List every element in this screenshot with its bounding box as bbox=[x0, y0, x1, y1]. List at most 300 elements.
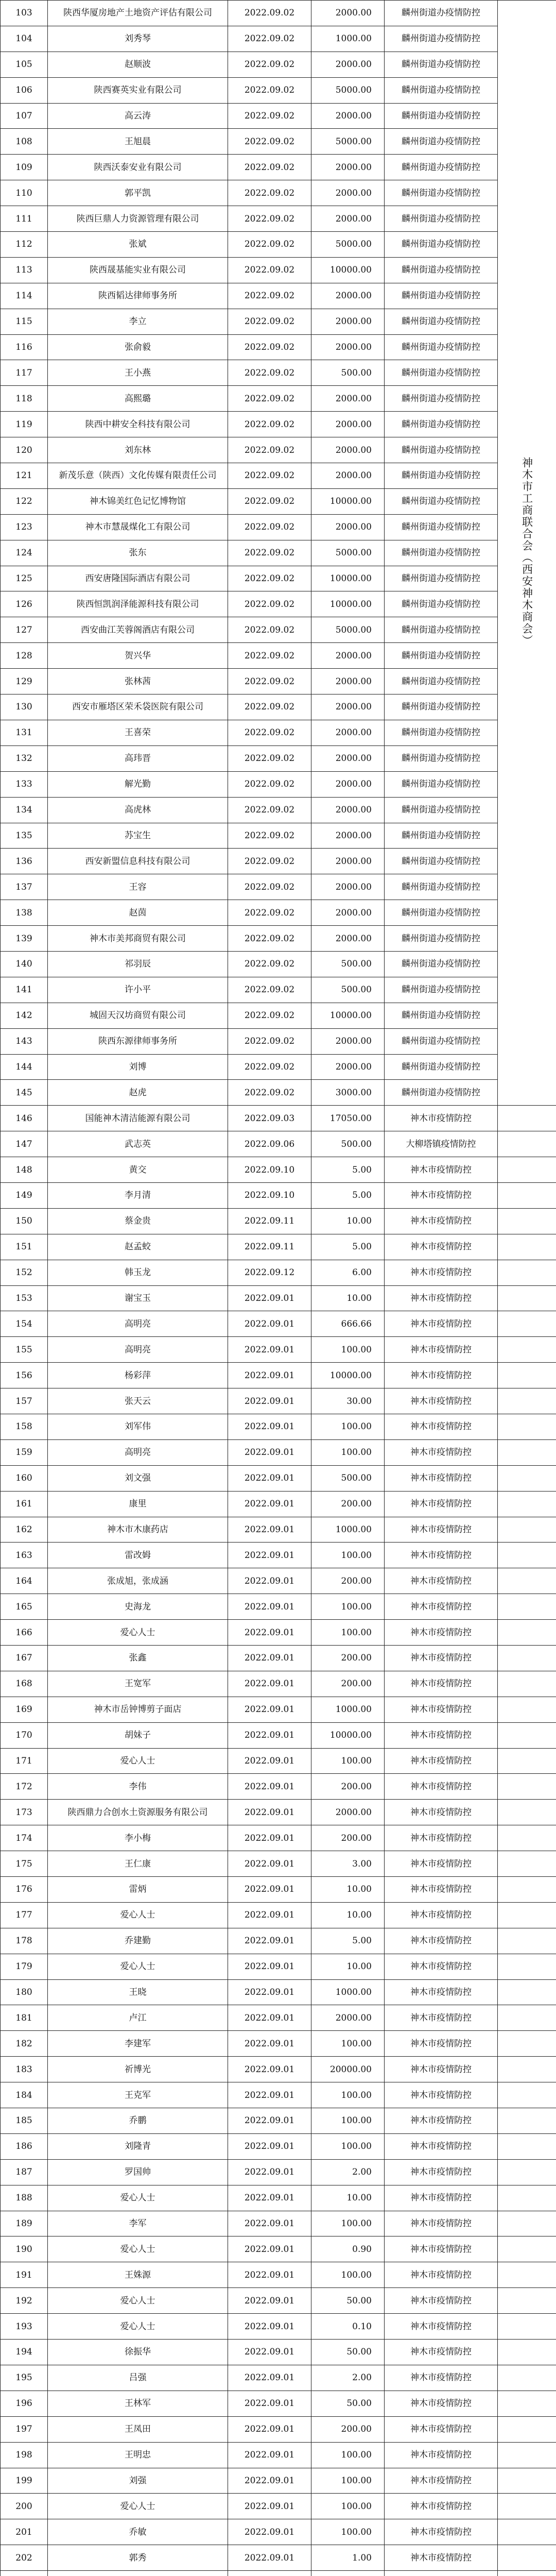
organizer-cell bbox=[498, 1465, 556, 1491]
recipient-cell: 神木市疫情防控 bbox=[385, 2185, 498, 2211]
row-number-cell: 162 bbox=[1, 1517, 48, 1543]
donation-amount-cell: 100.00 bbox=[311, 2031, 385, 2057]
row-number-cell: 177 bbox=[1, 1902, 48, 1928]
donation-date-cell: 2022.09.02 bbox=[228, 386, 311, 412]
recipient-cell: 麟州街道办疫情防控 bbox=[385, 771, 498, 797]
donor-name-cell: 赵孟蛟 bbox=[48, 1234, 228, 1260]
organizer-cell bbox=[498, 1414, 556, 1439]
donor-name-cell: 徐振华 bbox=[48, 2340, 228, 2365]
recipient-cell: 麟州街道办疫情防控 bbox=[385, 591, 498, 617]
row-number-cell: 121 bbox=[1, 463, 48, 489]
donation-amount-cell: 200.00 bbox=[311, 1491, 385, 1517]
recipient-cell: 神木市疫情防控 bbox=[385, 2365, 498, 2391]
donation-amount-cell: 500.00 bbox=[311, 1465, 385, 1491]
table-row bbox=[1, 1851, 556, 1877]
donor-name-cell: 郭平凯 bbox=[48, 180, 228, 206]
donation-amount-cell: 5.00 bbox=[311, 1182, 385, 1208]
organizer-cell bbox=[498, 1260, 556, 1285]
donation-date-cell: 2022.09.06 bbox=[228, 1131, 311, 1157]
table-row bbox=[1, 1748, 556, 1774]
donation-amount-cell: 100.00 bbox=[311, 2211, 385, 2236]
donation-date-cell bbox=[228, 2571, 311, 2576]
organizer-cell bbox=[498, 2262, 556, 2288]
donation-amount-cell: 100.00 bbox=[311, 1439, 385, 1465]
donor-name-cell: 赵顺波 bbox=[48, 52, 228, 77]
donation-amount-cell: 20000.00 bbox=[311, 2057, 385, 2082]
donation-amount-cell: 2000.00 bbox=[311, 180, 385, 206]
donor-name-cell: 神木市慧晟煤化工有限公司 bbox=[48, 514, 228, 540]
donation-amount-cell: 2000.00 bbox=[311, 463, 385, 489]
donor-name-cell: 陕西沃泰安业有限公司 bbox=[48, 155, 228, 180]
row-number-cell: 146 bbox=[1, 1106, 48, 1131]
donation-amount-cell: 500.00 bbox=[311, 977, 385, 1003]
donor-name-cell: 杨彩萍 bbox=[48, 1363, 228, 1388]
table-row bbox=[1, 155, 556, 180]
donor-name-cell bbox=[48, 2571, 228, 2576]
recipient-cell: 神木市疫情防控 bbox=[385, 2519, 498, 2545]
recipient-cell: 神木市疫情防控 bbox=[385, 1697, 498, 1722]
donor-name-cell: 许小平 bbox=[48, 977, 228, 1003]
recipient-cell: 神木市疫情防控 bbox=[385, 1671, 498, 1697]
donation-table-body bbox=[1, 1, 556, 2576]
donation-amount-cell: 100.00 bbox=[311, 2519, 385, 2545]
donation-date-cell: 2022.09.01 bbox=[228, 1671, 311, 1697]
donor-name-cell: 李月清 bbox=[48, 1182, 228, 1208]
table-row bbox=[1, 900, 556, 926]
recipient-cell: 神木市疫情防控 bbox=[385, 1414, 498, 1439]
recipient-cell: 神木市疫情防控 bbox=[385, 2288, 498, 2314]
row-number-cell: 111 bbox=[1, 206, 48, 232]
row-number-cell: 172 bbox=[1, 1774, 48, 1800]
donor-name-cell: 乔鹏 bbox=[48, 2108, 228, 2134]
table-row bbox=[1, 849, 556, 874]
recipient-cell: 神木市疫情防控 bbox=[385, 1106, 498, 1131]
organizer-cell bbox=[498, 1671, 556, 1697]
table-row bbox=[1, 1594, 556, 1620]
donation-date-cell: 2022.09.02 bbox=[228, 1054, 311, 1080]
recipient-cell: 麟州街道办疫情防控 bbox=[385, 283, 498, 309]
table-row bbox=[1, 514, 556, 540]
donation-date-cell: 2022.09.01 bbox=[228, 2391, 311, 2416]
donation-date-cell: 2022.09.02 bbox=[228, 514, 311, 540]
recipient-cell: 麟州街道办疫情防控 bbox=[385, 797, 498, 823]
row-number-cell: 152 bbox=[1, 1260, 48, 1285]
recipient-cell bbox=[385, 2571, 498, 2576]
table-row bbox=[1, 874, 556, 900]
row-number-cell: 181 bbox=[1, 2005, 48, 2031]
donor-name-cell: 神木市美邦商贸有限公司 bbox=[48, 926, 228, 952]
donor-name-cell: 爱心人士 bbox=[48, 2185, 228, 2211]
donation-amount-cell: 50.00 bbox=[311, 2391, 385, 2416]
donor-name-cell: 爱心人士 bbox=[48, 2314, 228, 2340]
donation-amount-cell: 5000.00 bbox=[311, 617, 385, 643]
table-row bbox=[1, 2314, 556, 2340]
donation-date-cell: 2022.09.01 bbox=[228, 1851, 311, 1877]
donation-date-cell: 2022.09.01 bbox=[228, 1902, 311, 1928]
donation-amount-cell: 10.00 bbox=[311, 1208, 385, 1234]
donation-amount-cell: 1000.00 bbox=[311, 26, 385, 52]
organizer-cell bbox=[498, 1285, 556, 1311]
donation-date-cell: 2022.09.02 bbox=[228, 437, 311, 463]
recipient-cell: 麟州街道办疫情防控 bbox=[385, 257, 498, 283]
table-row bbox=[1, 669, 556, 694]
table-row bbox=[1, 2159, 556, 2185]
donation-amount-cell: 100.00 bbox=[311, 2442, 385, 2468]
donor-name-cell: 刘文强 bbox=[48, 1465, 228, 1491]
recipient-cell: 神木市疫情防控 bbox=[385, 1517, 498, 1543]
donation-amount-cell: 5.00 bbox=[311, 1234, 385, 1260]
donor-name-cell: 王凤田 bbox=[48, 2416, 228, 2442]
donation-date-cell: 2022.09.01 bbox=[228, 1800, 311, 1825]
donation-date-cell: 2022.09.02 bbox=[228, 360, 311, 386]
donation-date-cell: 2022.09.02 bbox=[228, 129, 311, 155]
row-number-cell: 166 bbox=[1, 1620, 48, 1646]
recipient-cell: 神木市疫情防控 bbox=[385, 1568, 498, 1594]
recipient-cell: 麟州街道办疫情防控 bbox=[385, 129, 498, 155]
row-number-cell: 168 bbox=[1, 1671, 48, 1697]
donation-date-cell: 2022.09.01 bbox=[228, 1363, 311, 1388]
donor-name-cell: 吕强 bbox=[48, 2365, 228, 2391]
table-row bbox=[1, 2340, 556, 2365]
table-row bbox=[1, 1157, 556, 1183]
organizer-cell bbox=[498, 2442, 556, 2468]
donation-date-cell: 2022.09.01 bbox=[228, 2082, 311, 2108]
table-row bbox=[1, 1928, 556, 1954]
row-number-cell: 185 bbox=[1, 2108, 48, 2134]
donor-name-cell: 李立 bbox=[48, 309, 228, 334]
recipient-cell: 神木市疫情防控 bbox=[385, 1825, 498, 1851]
table-row bbox=[1, 694, 556, 720]
donor-name-cell: 西安市雁塔区荣禾袋医院有限公司 bbox=[48, 694, 228, 720]
row-number-cell: 105 bbox=[1, 52, 48, 77]
donation-date-cell: 2022.09.01 bbox=[228, 1748, 311, 1774]
table-row bbox=[1, 1902, 556, 1928]
donation-amount-cell: 2000.00 bbox=[311, 334, 385, 360]
donation-amount-cell: 100.00 bbox=[311, 1620, 385, 1646]
donor-name-cell: 陕西华厦房地产土地资产评估有限公司 bbox=[48, 1, 228, 26]
donation-date-cell: 2022.09.01 bbox=[228, 2519, 311, 2545]
donation-date-cell: 2022.09.01 bbox=[228, 2057, 311, 2082]
recipient-cell: 麟州街道办疫情防控 bbox=[385, 745, 498, 771]
row-number-cell: 106 bbox=[1, 77, 48, 103]
donation-date-cell: 2022.09.01 bbox=[228, 2159, 311, 2185]
donation-date-cell: 2022.09.02 bbox=[228, 334, 311, 360]
donation-amount-cell: 10000.00 bbox=[311, 488, 385, 514]
donor-name-cell: 陕西赛英实业有限公司 bbox=[48, 77, 228, 103]
donor-name-cell: 苏宝生 bbox=[48, 823, 228, 849]
organizer-cell bbox=[498, 1851, 556, 1877]
recipient-cell: 麟州街道办疫情防控 bbox=[385, 155, 498, 180]
table-row bbox=[1, 1106, 556, 1131]
donation-date-cell: 2022.09.02 bbox=[228, 694, 311, 720]
donation-amount-cell: 2000.00 bbox=[311, 412, 385, 437]
organizer-cell bbox=[498, 1388, 556, 1414]
table-row bbox=[1, 2185, 556, 2211]
donor-name-cell: 爱心人士 bbox=[48, 1954, 228, 1979]
donation-amount-cell: 10000.00 bbox=[311, 1363, 385, 1388]
row-number-cell: 113 bbox=[1, 257, 48, 283]
donation-amount-cell: 2000.00 bbox=[311, 720, 385, 745]
recipient-cell: 神木市疫情防控 bbox=[385, 1388, 498, 1414]
recipient-cell: 神木市疫情防控 bbox=[385, 1928, 498, 1954]
donation-date-cell: 2022.09.02 bbox=[228, 849, 311, 874]
organizer-cell bbox=[498, 2519, 556, 2545]
row-number-cell: 200 bbox=[1, 2494, 48, 2519]
table-row bbox=[1, 2262, 556, 2288]
donation-amount-cell: 5.00 bbox=[311, 1157, 385, 1183]
recipient-cell: 麟州街道办疫情防控 bbox=[385, 52, 498, 77]
row-number-cell: 169 bbox=[1, 1697, 48, 1722]
donation-amount-cell: 200.00 bbox=[311, 1825, 385, 1851]
row-number-cell: 190 bbox=[1, 2236, 48, 2262]
row-number-cell: 137 bbox=[1, 874, 48, 900]
organizer-group-cell bbox=[498, 1, 556, 1106]
recipient-cell: 麟州街道办疫情防控 bbox=[385, 849, 498, 874]
recipient-cell: 麟州街道办疫情防控 bbox=[385, 900, 498, 926]
donation-amount-cell: 200.00 bbox=[311, 1774, 385, 1800]
table-row bbox=[1, 951, 556, 977]
recipient-cell: 神木市疫情防控 bbox=[385, 1620, 498, 1646]
donation-amount-cell: 10.00 bbox=[311, 2185, 385, 2211]
table-row bbox=[1, 488, 556, 514]
recipient-cell: 麟州街道办疫情防控 bbox=[385, 386, 498, 412]
recipient-cell: 麟州街道办疫情防控 bbox=[385, 977, 498, 1003]
organizer-cell bbox=[498, 1928, 556, 1954]
donor-name-cell: 张鑫 bbox=[48, 1646, 228, 1671]
organizer-cell bbox=[498, 2545, 556, 2571]
donation-date-cell: 2022.09.02 bbox=[228, 745, 311, 771]
donor-name-cell: 刘隆青 bbox=[48, 2133, 228, 2159]
donor-name-cell: 爱心人士 bbox=[48, 2236, 228, 2262]
table-row bbox=[1, 412, 556, 437]
row-number-cell: 155 bbox=[1, 1337, 48, 1363]
donation-amount-cell: 500.00 bbox=[311, 951, 385, 977]
recipient-cell: 麟州街道办疫情防控 bbox=[385, 720, 498, 745]
donation-date-cell: 2022.09.02 bbox=[228, 1080, 311, 1106]
donation-date-cell: 2022.09.02 bbox=[228, 977, 311, 1003]
recipient-cell: 神木市疫情防控 bbox=[385, 2057, 498, 2082]
donation-date-cell: 2022.09.01 bbox=[228, 1517, 311, 1543]
donor-name-cell: 高明亮 bbox=[48, 1337, 228, 1363]
table-row bbox=[1, 1028, 556, 1054]
donation-date-cell: 2022.09.02 bbox=[228, 617, 311, 643]
recipient-cell: 神木市疫情防控 bbox=[385, 2262, 498, 2288]
donation-date-cell: 2022.09.02 bbox=[228, 463, 311, 489]
table-row bbox=[1, 2416, 556, 2442]
donation-amount-cell: 3.00 bbox=[311, 1851, 385, 1877]
table-row bbox=[1, 2545, 556, 2571]
donation-amount-cell: 50.00 bbox=[311, 2340, 385, 2365]
organizer-cell bbox=[498, 1877, 556, 1903]
table-row bbox=[1, 2519, 556, 2545]
table-row bbox=[1, 1208, 556, 1234]
table-row bbox=[1, 1646, 556, 1671]
recipient-cell: 麟州街道办疫情防控 bbox=[385, 334, 498, 360]
donation-date-cell: 2022.09.01 bbox=[228, 2494, 311, 2519]
donation-date-cell: 2022.09.02 bbox=[228, 257, 311, 283]
row-number-cell: 184 bbox=[1, 2082, 48, 2108]
table-row bbox=[1, 2236, 556, 2262]
donor-name-cell: 西安曲江芙蓉阁酒店有限公司 bbox=[48, 617, 228, 643]
donor-name-cell: 陕西鼎力合创水土资源服务有限公司 bbox=[48, 1800, 228, 1825]
recipient-cell: 神木市疫情防控 bbox=[385, 2031, 498, 2057]
recipient-cell: 麟州街道办疫情防控 bbox=[385, 206, 498, 232]
table-row bbox=[1, 1517, 556, 1543]
table-row bbox=[1, 1722, 556, 1748]
recipient-cell: 神木市疫情防控 bbox=[385, 1646, 498, 1671]
donor-name-cell: 刘军伟 bbox=[48, 1414, 228, 1439]
table-row bbox=[1, 2031, 556, 2057]
donation-date-cell: 2022.09.01 bbox=[228, 1337, 311, 1363]
table-row bbox=[1, 1439, 556, 1465]
donor-name-cell: 王喜荣 bbox=[48, 720, 228, 745]
table-row bbox=[1, 2571, 556, 2576]
row-number-cell: 132 bbox=[1, 745, 48, 771]
table-row bbox=[1, 823, 556, 849]
recipient-cell: 麟州街道办疫情防控 bbox=[385, 1080, 498, 1106]
row-number-cell: 175 bbox=[1, 1851, 48, 1877]
organizer-cell bbox=[498, 1106, 556, 1131]
donor-name-cell: 西安新盟信息科技有限公司 bbox=[48, 849, 228, 874]
table-row bbox=[1, 1543, 556, 1568]
donation-amount-cell: 2000.00 bbox=[311, 771, 385, 797]
donor-name-cell: 雷炳 bbox=[48, 1877, 228, 1903]
table-row bbox=[1, 309, 556, 334]
row-number-cell: 133 bbox=[1, 771, 48, 797]
row-number-cell: 156 bbox=[1, 1363, 48, 1388]
recipient-cell: 神木市疫情防控 bbox=[385, 1722, 498, 1748]
donation-amount-cell: 2000.00 bbox=[311, 437, 385, 463]
row-number-cell: 186 bbox=[1, 2133, 48, 2159]
donation-date-cell: 2022.09.02 bbox=[228, 26, 311, 52]
table-row bbox=[1, 1260, 556, 1285]
recipient-cell: 麟州街道办疫情防控 bbox=[385, 926, 498, 952]
recipient-cell: 麟州街道办疫情防控 bbox=[385, 566, 498, 591]
organizer-cell bbox=[498, 1594, 556, 1620]
table-row bbox=[1, 643, 556, 669]
row-number-cell: 136 bbox=[1, 849, 48, 874]
organizer-cell bbox=[498, 1491, 556, 1517]
recipient-cell: 麟州街道办疫情防控 bbox=[385, 823, 498, 849]
table-row bbox=[1, 1311, 556, 1337]
recipient-cell: 麟州街道办疫情防控 bbox=[385, 360, 498, 386]
recipient-cell: 神木市疫情防控 bbox=[385, 2108, 498, 2134]
donation-amount-cell: 2000.00 bbox=[311, 669, 385, 694]
donation-amount-cell: 200.00 bbox=[311, 2416, 385, 2442]
donation-amount-cell: 2000.00 bbox=[311, 206, 385, 232]
donation-date-cell: 2022.09.02 bbox=[228, 180, 311, 206]
recipient-cell: 神木市疫情防控 bbox=[385, 1182, 498, 1208]
donor-name-cell: 刘东林 bbox=[48, 437, 228, 463]
donation-amount-cell: 3000.00 bbox=[311, 1080, 385, 1106]
recipient-cell: 麟州街道办疫情防控 bbox=[385, 1003, 498, 1028]
row-number-cell: 154 bbox=[1, 1311, 48, 1337]
donation-amount-cell: 2000.00 bbox=[311, 514, 385, 540]
table-row bbox=[1, 2057, 556, 2082]
table-row bbox=[1, 1, 556, 26]
row-number-cell: 134 bbox=[1, 797, 48, 823]
donation-amount-cell: 2000.00 bbox=[311, 643, 385, 669]
donation-amount-cell: 2000.00 bbox=[311, 797, 385, 823]
row-number-cell: 130 bbox=[1, 694, 48, 720]
row-number-cell: 164 bbox=[1, 1568, 48, 1594]
row-number-cell: 180 bbox=[1, 1979, 48, 2005]
donation-date-cell: 2022.09.02 bbox=[228, 566, 311, 591]
donation-date-cell: 2022.09.01 bbox=[228, 2185, 311, 2211]
organizer-cell bbox=[498, 2314, 556, 2340]
organizer-cell bbox=[498, 2005, 556, 2031]
donor-name-cell: 卢江 bbox=[48, 2005, 228, 2031]
donor-name-cell: 王小燕 bbox=[48, 360, 228, 386]
table-row bbox=[1, 52, 556, 77]
table-row bbox=[1, 232, 556, 258]
donor-name-cell: 祁羽辰 bbox=[48, 951, 228, 977]
donation-date-cell: 2022.09.02 bbox=[228, 412, 311, 437]
donation-date-cell: 2022.09.02 bbox=[228, 643, 311, 669]
donation-amount-cell: 100.00 bbox=[311, 1414, 385, 1439]
donation-date-cell: 2022.09.01 bbox=[228, 1388, 311, 1414]
recipient-cell: 神木市疫情防控 bbox=[385, 1260, 498, 1285]
recipient-cell: 神木市疫情防控 bbox=[385, 1774, 498, 1800]
recipient-cell: 麟州街道办疫情防控 bbox=[385, 643, 498, 669]
donor-name-cell: 张俞毅 bbox=[48, 334, 228, 360]
recipient-cell: 神木市疫情防控 bbox=[385, 2340, 498, 2365]
donation-amount-cell: 2000.00 bbox=[311, 745, 385, 771]
donation-date-cell: 2022.09.10 bbox=[228, 1157, 311, 1183]
donor-name-cell: 张天云 bbox=[48, 1388, 228, 1414]
row-number-cell: 144 bbox=[1, 1054, 48, 1080]
row-number-cell: 118 bbox=[1, 386, 48, 412]
row-number-cell: 114 bbox=[1, 283, 48, 309]
donation-amount-cell: 10000.00 bbox=[311, 1003, 385, 1028]
donor-name-cell: 陕西晟基能实业有限公司 bbox=[48, 257, 228, 283]
donation-amount-cell: 100.00 bbox=[311, 2494, 385, 2519]
table-row bbox=[1, 1620, 556, 1646]
table-row bbox=[1, 1979, 556, 2005]
recipient-cell: 神木市疫情防控 bbox=[385, 1285, 498, 1311]
donor-name-cell: 陕西中耕安全科技有限公司 bbox=[48, 412, 228, 437]
donation-amount-cell: 2000.00 bbox=[311, 1054, 385, 1080]
donor-name-cell: 爱心人士 bbox=[48, 1902, 228, 1928]
recipient-cell: 麟州街道办疫情防控 bbox=[385, 669, 498, 694]
table-row bbox=[1, 1877, 556, 1903]
table-row bbox=[1, 540, 556, 566]
row-number-cell: 148 bbox=[1, 1157, 48, 1183]
donor-name-cell: 张斌 bbox=[48, 232, 228, 258]
row-number-cell: 187 bbox=[1, 2159, 48, 2185]
donation-amount-cell: 100.00 bbox=[311, 1337, 385, 1363]
table-row bbox=[1, 2082, 556, 2108]
donation-amount-cell: 2000.00 bbox=[311, 103, 385, 129]
donor-name-cell: 李军 bbox=[48, 2211, 228, 2236]
donation-date-cell: 2022.09.01 bbox=[228, 1954, 311, 1979]
row-number-cell: 151 bbox=[1, 1234, 48, 1260]
donation-amount-cell: 2000.00 bbox=[311, 874, 385, 900]
recipient-cell: 神木市疫情防控 bbox=[385, 2314, 498, 2340]
donation-date-cell: 2022.09.02 bbox=[228, 206, 311, 232]
row-number-cell: 125 bbox=[1, 566, 48, 591]
donor-name-cell: 王仁康 bbox=[48, 1851, 228, 1877]
organizer-cell bbox=[498, 2468, 556, 2494]
table-row bbox=[1, 1363, 556, 1388]
organizer-cell bbox=[498, 2236, 556, 2262]
table-row bbox=[1, 2108, 556, 2134]
row-number-cell: 199 bbox=[1, 2468, 48, 2494]
row-number-cell: 123 bbox=[1, 514, 48, 540]
donor-name-cell: 爱心人士 bbox=[48, 2494, 228, 2519]
table-row bbox=[1, 1182, 556, 1208]
organizer-cell bbox=[498, 1363, 556, 1388]
